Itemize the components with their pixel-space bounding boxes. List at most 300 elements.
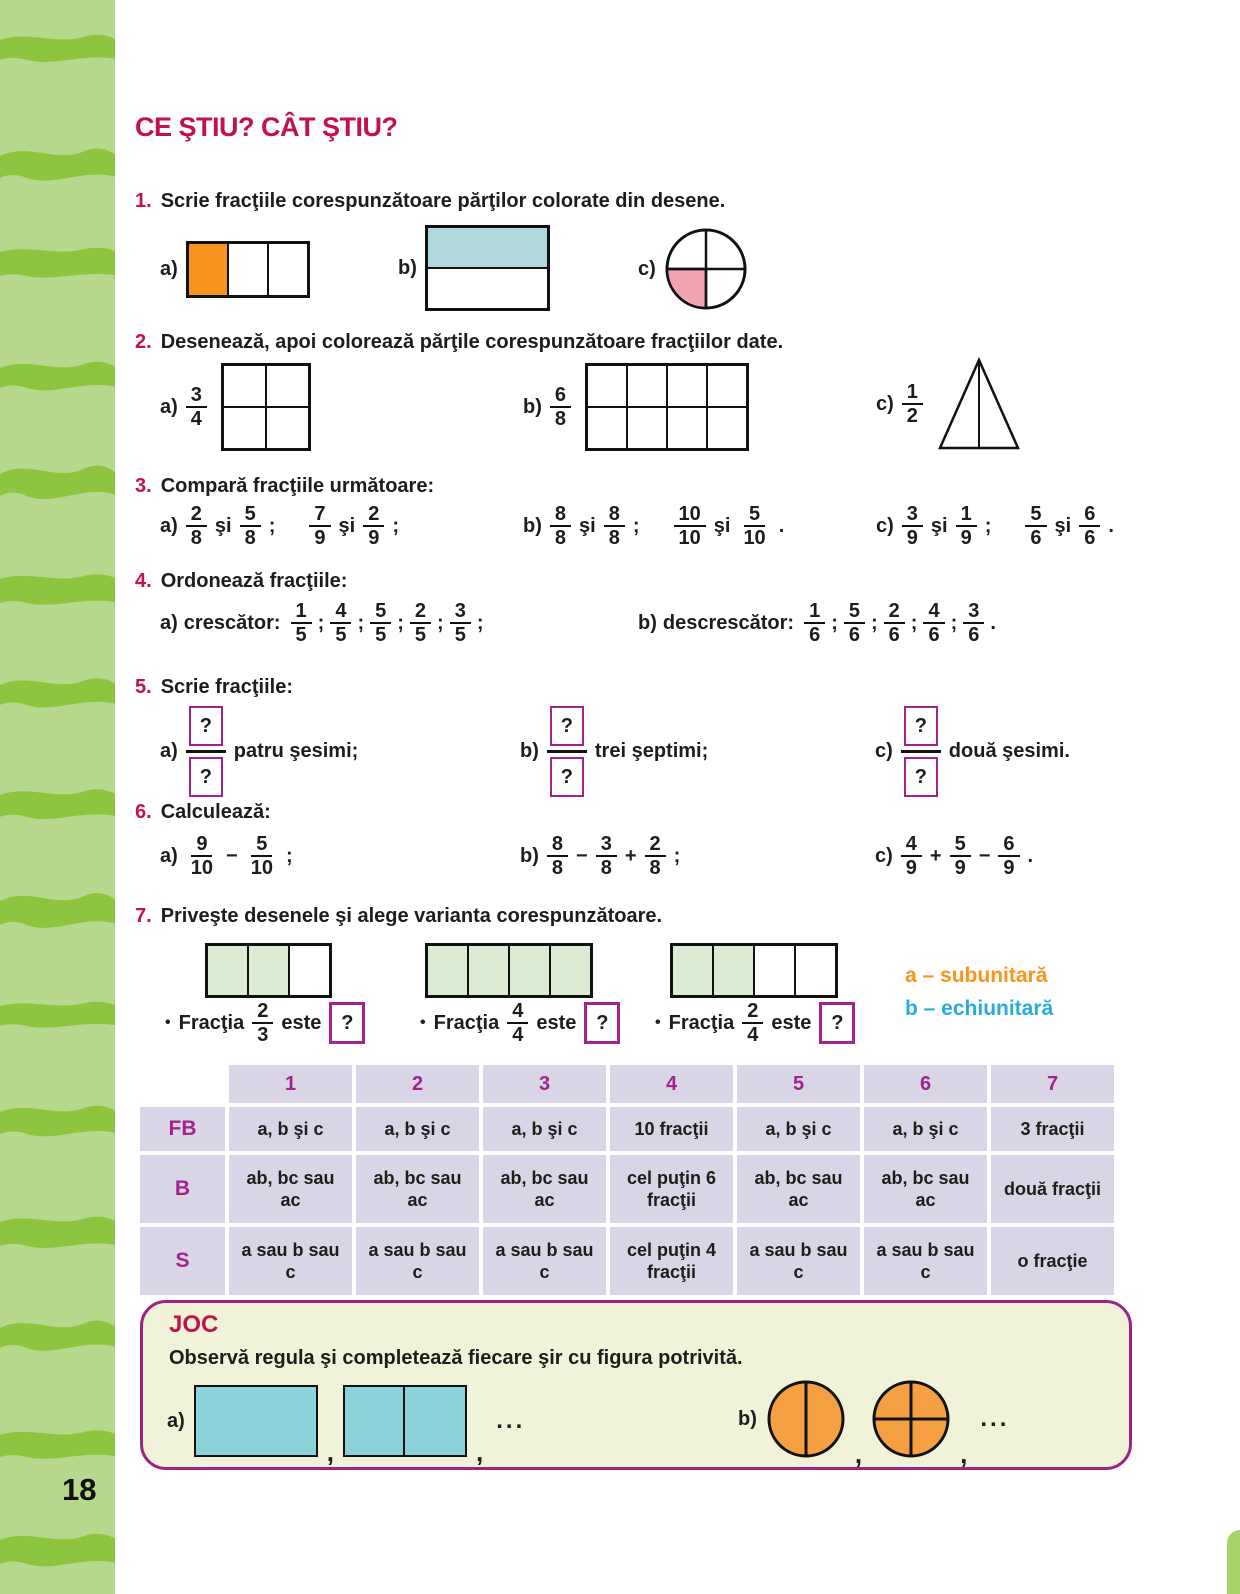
comma: , [854, 1438, 863, 1469]
fraction-pair [186, 503, 276, 550]
fraction-bar [547, 750, 587, 753]
ex1-item-b [398, 225, 550, 311]
grid-cell [289, 945, 330, 996]
fraction-numerator: 2 [645, 833, 666, 857]
fraction-numerator: 8 [547, 833, 568, 857]
fraction [738, 503, 770, 550]
fraction-numerator: 6 [1079, 503, 1100, 527]
fraction-denominator: 8 [608, 527, 620, 550]
separator: . [778, 514, 785, 537]
ex5-item-b [520, 706, 708, 797]
fraction [370, 600, 391, 647]
fraction-denominator: 6 [928, 624, 940, 647]
fraction [186, 833, 218, 880]
exercise-number: 1. [135, 190, 152, 212]
ex7-bar-1 [205, 943, 332, 998]
item-label: b) [520, 740, 539, 762]
exercise-4-heading [135, 570, 347, 593]
table-cell: a, b şi c [737, 1107, 860, 1151]
grid-cell-colored [713, 945, 754, 996]
joc-rect-halves [343, 1385, 467, 1457]
comma: , [476, 1436, 484, 1467]
joc-circle-halves [766, 1379, 846, 1459]
separator: ; [357, 611, 365, 634]
grid-cell-colored [427, 227, 548, 268]
fraction-denominator: 5 [295, 624, 307, 647]
separator: ; [476, 611, 484, 634]
fraction-denominator: 3 [257, 1024, 269, 1047]
table-cell: o fracţie [991, 1227, 1114, 1295]
ellipsis: ... [496, 1407, 526, 1434]
bullet: • [420, 1014, 426, 1032]
item-label: b) [738, 1407, 757, 1430]
exercise-5-heading [135, 676, 293, 699]
fraction-denominator: 9 [954, 857, 966, 880]
joc-instruction: Observă regula şi completează fiecare şir cu figura potrivită. [169, 1347, 743, 1369]
bullet: • [165, 1014, 171, 1032]
table-cell: a sau b sau c [356, 1227, 479, 1295]
separator: ; [910, 611, 918, 634]
fraction-denominator: 5 [414, 624, 427, 647]
table-header: 2 [356, 1065, 479, 1103]
exercise-text: Priveşte desenele şi alege varianta corespunzătoare. [160, 905, 663, 927]
item-label: c) [876, 514, 894, 537]
fraction-numerator: 4 [507, 1000, 528, 1024]
numerator-answer-box: ? [904, 706, 938, 746]
fraction-denominator: 6 [1084, 527, 1096, 550]
table-header: 3 [483, 1065, 606, 1103]
table-cell: cel puţin 6 fracţii [610, 1155, 733, 1223]
fraction-numerator: 8 [604, 503, 625, 527]
ex5-item-c [875, 706, 1070, 797]
grid-cell [707, 365, 747, 407]
fraction-denominator: 8 [190, 527, 202, 550]
bullet: • [655, 1014, 661, 1032]
ex7-statement-1 [165, 1000, 365, 1047]
fraction-numerator: 2 [186, 503, 207, 527]
conjunction: şi [1054, 514, 1072, 537]
fraction [844, 600, 865, 647]
ex2-item-b [523, 363, 749, 451]
conjunction: şi [930, 514, 948, 537]
separator: . [1027, 844, 1034, 867]
fraction-denominator: 8 [551, 857, 564, 880]
mystery-fraction [547, 706, 587, 797]
grid-cell [795, 945, 836, 996]
exercise-1-heading [135, 190, 725, 213]
fraction [963, 600, 984, 647]
joc-rect-whole [194, 1385, 318, 1457]
conjunction: şi [713, 514, 731, 537]
fraction [550, 384, 571, 431]
fraction [186, 384, 207, 431]
table-cell: a sau b sau c [864, 1227, 987, 1295]
fraction-denominator: 9 [905, 857, 917, 880]
fraction-denominator: 5 [335, 624, 347, 647]
ex7-statement-2 [420, 1000, 620, 1047]
operator: + [624, 844, 637, 867]
separator: ; [950, 611, 958, 634]
word: este [536, 1011, 577, 1034]
fraction [246, 833, 278, 880]
joc-sequence-b [738, 1379, 1010, 1469]
page-title: CE ŞTIU? CÂT ŞTIU? [135, 112, 398, 142]
fraction [604, 503, 625, 550]
fraction-denominator: 8 [649, 857, 661, 880]
fraction-pair [674, 503, 785, 550]
exercise-6-heading [135, 801, 271, 824]
item-label: b) [398, 256, 417, 279]
fraction-pair [1025, 503, 1114, 550]
grid-cell [223, 407, 266, 449]
fraction [252, 1000, 273, 1047]
operator: − [226, 844, 238, 867]
rect-half [405, 1387, 465, 1455]
ex7-bar-3 [670, 943, 838, 998]
separator: ; [268, 514, 276, 537]
fraction [804, 600, 825, 647]
ex1-diagram-c-circle [664, 227, 748, 311]
table-cell: ab, bc sau ac [483, 1155, 606, 1223]
item-label: b) [523, 514, 542, 537]
fraction-name: trei şeptimi; [594, 740, 709, 762]
exercise-number: 2. [135, 331, 152, 353]
ex6-item-a [160, 833, 293, 880]
fraction-name: două şesimi. [948, 740, 1070, 762]
fraction-numerator: 3 [186, 384, 207, 408]
grid-cell [667, 365, 707, 407]
fraction-numerator: 8 [550, 503, 571, 527]
grid-cell [223, 365, 266, 407]
exercise-7-heading [135, 905, 662, 928]
numerator-answer-box: ? [550, 706, 584, 746]
fraction [547, 833, 568, 880]
fraction-denominator: 6 [809, 624, 821, 647]
separator: ; [317, 611, 325, 634]
item-label: c) [638, 257, 656, 280]
table-header: 1 [229, 1065, 352, 1103]
fraction-numerator: 1 [902, 381, 923, 405]
fraction-denominator: 10 [743, 527, 766, 550]
fraction-denominator: 9 [314, 527, 326, 550]
legend-echiunitara: b – echiunitară [905, 996, 1054, 1020]
fraction-pair [309, 503, 399, 550]
fraction-numerator: 5 [744, 503, 765, 527]
ex3-item-a [160, 503, 399, 550]
fraction [902, 381, 923, 428]
joc-game-box [140, 1300, 1132, 1470]
conjunction: şi [214, 514, 232, 537]
fraction-numerator: 3 [450, 600, 471, 624]
fraction-numerator: 5 [950, 833, 971, 857]
fraction [291, 600, 312, 647]
fraction-denominator: 5 [454, 624, 466, 647]
fraction-denominator: 10 [678, 527, 701, 550]
fraction-numerator: 2 [410, 600, 431, 624]
fraction [507, 1000, 528, 1047]
conjunction: şi [338, 514, 356, 537]
results-table [140, 1065, 1114, 1295]
fraction [450, 600, 471, 647]
grid-cell-colored [207, 945, 248, 996]
answer-box: ? [584, 1002, 620, 1044]
exercise-3-heading [135, 475, 434, 498]
table-header: 5 [737, 1065, 860, 1103]
fraction-denominator: 8 [600, 857, 612, 880]
ex7-bar-2 [425, 943, 593, 998]
fraction-numerator: 1 [804, 600, 825, 624]
word: este [281, 1011, 322, 1034]
fraction-numerator: 2 [742, 1000, 763, 1024]
fraction-denominator: 9 [368, 527, 380, 550]
grid-cell [587, 365, 627, 407]
ex6-item-c [875, 833, 1033, 880]
exercise-number: 6. [135, 801, 152, 823]
ex2-item-c [876, 356, 1023, 452]
operator: − [978, 844, 991, 867]
exercise-number: 5. [135, 676, 152, 698]
separator: ; [673, 844, 681, 867]
grid-cell [754, 945, 795, 996]
fraction-bar [186, 750, 226, 753]
exercise-2-heading [135, 331, 783, 354]
item-label: a) [160, 844, 178, 867]
table-header: 4 [610, 1065, 733, 1103]
fraction-numerator: 4 [901, 833, 922, 857]
grid-cell-colored [468, 945, 509, 996]
fraction-numerator: 4 [923, 600, 944, 624]
joc-title: JOC [169, 1311, 219, 1338]
exercise-text: Compară fracţiile următoare: [160, 475, 435, 497]
fraction-numerator: 7 [309, 503, 330, 527]
separator: ; [831, 611, 838, 634]
table-cell: a, b şi c [483, 1107, 606, 1151]
table-header: 6 [864, 1065, 987, 1103]
operator: + [929, 844, 942, 867]
fraction [923, 600, 944, 647]
fraction-denominator: 6 [1030, 527, 1042, 550]
fraction-numerator: 5 [251, 833, 272, 857]
fraction-denominator: 8 [554, 527, 567, 550]
grid-cell [707, 407, 747, 449]
grid-cell-colored [672, 945, 713, 996]
fraction-denominator: 10 [190, 857, 214, 880]
ex5-item-a [160, 706, 358, 797]
ex2-diagram-c-triangle [935, 356, 1023, 452]
fraction-pair [550, 503, 640, 550]
grid-cell [627, 365, 667, 407]
operator: − [576, 844, 588, 867]
item-label: c) [876, 392, 894, 415]
separator: ; [871, 611, 878, 634]
fraction-numerator: 3 [596, 833, 617, 857]
exercise-number: 4. [135, 570, 152, 592]
item-label: a) [160, 740, 178, 762]
ex7-legend [905, 960, 1053, 1025]
fraction-numerator: 5 [240, 503, 261, 527]
table-cell: a sau b sau c [229, 1227, 352, 1295]
row-label: S [140, 1227, 225, 1295]
row-label: FB [140, 1107, 225, 1151]
exercise-text: Ordonează fracţiile: [160, 570, 348, 592]
answer-box: ? [329, 1002, 365, 1044]
joc-sequence-a [167, 1385, 526, 1467]
ex1-diagram-b [425, 225, 550, 311]
ellipsis: ... [980, 1405, 1010, 1432]
item-label: a) [160, 611, 178, 634]
ex7-statement-3 [655, 1000, 855, 1047]
conjunction: şi [579, 514, 596, 537]
fraction [645, 833, 666, 880]
denominator-answer-box: ? [904, 757, 938, 797]
fraction-numerator: 5 [370, 600, 391, 624]
fraction [998, 833, 1019, 880]
item-label: c) [875, 844, 893, 867]
fraction-name: patru şesimi; [233, 740, 359, 762]
fraction-numerator: 6 [550, 384, 571, 408]
fraction-denominator: 6 [968, 624, 980, 647]
fraction-numerator: 5 [1025, 503, 1046, 527]
fraction-numerator: 1 [956, 503, 977, 527]
order-word: crescător: [183, 611, 281, 634]
separator: ; [392, 514, 400, 537]
fraction-numerator: 2 [252, 1000, 273, 1024]
fraction-denominator: 5 [375, 624, 387, 647]
table-cell: a, b şi c [229, 1107, 352, 1151]
fraction-numerator: 4 [330, 600, 351, 624]
fraction-numerator: 5 [844, 600, 865, 624]
joc-circle-quarters [871, 1379, 951, 1459]
fraction [901, 833, 922, 880]
fraction-denominator: 4 [512, 1024, 524, 1047]
exercise-text: Calculează: [160, 801, 271, 823]
legend-subunitara: a – subunitară [905, 964, 1048, 987]
table-cell: ab, bc sau ac [229, 1155, 352, 1223]
fraction-denominator: 8 [554, 408, 567, 430]
exercise-number: 3. [135, 475, 152, 497]
ex2-diagram-a [221, 363, 311, 451]
item-label: a) [167, 1409, 185, 1432]
table-cell: 3 fracţii [991, 1107, 1114, 1151]
ex1-item-c [638, 227, 748, 311]
table-cell: ab, bc sau ac [356, 1155, 479, 1223]
exercise-text: Scrie fracţiile corespunzătoare părţilor colorate din desene. [160, 190, 726, 212]
exercise-number: 7. [135, 905, 152, 927]
table-cell: cel puţin 4 fracţii [610, 1227, 733, 1295]
ex4-item-a [160, 600, 484, 647]
fraction-numerator: 2 [363, 503, 384, 527]
fraction [330, 600, 351, 647]
separator: ; [397, 611, 404, 634]
ex2-diagram-b [585, 363, 749, 451]
fraction-denominator: 9 [960, 527, 972, 550]
grid-cell [266, 407, 309, 449]
fraction-denominator: 4 [190, 408, 202, 430]
rect-half [345, 1387, 405, 1455]
fraction [1079, 503, 1100, 550]
fraction [363, 503, 384, 550]
fraction-pair [902, 503, 992, 550]
fraction-denominator: 6 [888, 624, 900, 647]
denominator-answer-box: ? [189, 757, 223, 797]
fraction-denominator: 10 [250, 857, 273, 880]
table-cell: a sau b sau c [737, 1227, 860, 1295]
fraction [950, 833, 971, 880]
fraction-denominator: 9 [1003, 857, 1015, 880]
grid-cell [228, 243, 268, 296]
corner-wave-decoration [1227, 1530, 1240, 1594]
exercise-text: Scrie fracţiile: [160, 676, 293, 698]
fraction-numerator: 2 [884, 600, 905, 624]
word: Fracţia [433, 1011, 500, 1034]
fraction-numerator: 6 [998, 833, 1019, 857]
grid-cell-colored [509, 945, 550, 996]
separator: . [1108, 514, 1114, 537]
separator: ; [437, 611, 444, 634]
item-label: b) [638, 611, 657, 634]
ex2-item-a [160, 363, 311, 451]
grid-cell [266, 365, 309, 407]
comma: , [960, 1438, 968, 1469]
table-header: 7 [991, 1065, 1114, 1103]
separator: ; [632, 514, 640, 537]
comma: , [326, 1436, 335, 1467]
page-number: 18 [62, 1472, 97, 1507]
row-label: B [140, 1155, 225, 1223]
table-cell: 10 fracţii [610, 1107, 733, 1151]
fraction-numerator: 3 [902, 503, 923, 527]
fraction [186, 503, 207, 550]
table-cell: a sau b sau c [483, 1227, 606, 1295]
grid-cell [427, 268, 548, 309]
grid-cell [667, 407, 707, 449]
fraction-numerator: 3 [963, 600, 984, 624]
fraction [596, 833, 617, 880]
ex3-item-b [523, 503, 784, 550]
fraction [410, 600, 431, 647]
fraction-numerator: 10 [674, 503, 706, 527]
grid-cell [268, 243, 308, 296]
item-label: b) [520, 844, 539, 867]
ex4-item-b [638, 600, 996, 647]
item-label: a) [160, 514, 178, 537]
fraction-denominator: 9 [906, 527, 918, 550]
grid-cell [627, 407, 667, 449]
fraction [550, 503, 571, 550]
separator: ; [984, 514, 992, 537]
table-cell: două fracţii [991, 1155, 1114, 1223]
denominator-answer-box: ? [550, 757, 584, 797]
table-cell: ab, bc sau ac [864, 1155, 987, 1223]
fraction [902, 503, 923, 550]
fraction [1025, 503, 1046, 550]
ex6-item-b [520, 833, 680, 880]
grid-cell [587, 407, 627, 449]
fraction-denominator: 8 [244, 527, 256, 550]
fraction-denominator: 4 [747, 1024, 759, 1047]
exercise-text: Desenează, apoi colorează părţile corespunzătoare fracţiilor date. [160, 331, 784, 353]
fraction [674, 503, 706, 550]
item-label: b) [523, 395, 542, 418]
fraction [309, 503, 330, 550]
ex1-diagram-a [186, 241, 310, 298]
item-label: a) [160, 395, 178, 418]
fraction-numerator: 9 [191, 833, 212, 857]
numerator-answer-box: ? [189, 706, 223, 746]
word: Fracţia [668, 1011, 735, 1034]
fraction-bar [901, 750, 941, 753]
fraction [742, 1000, 763, 1047]
